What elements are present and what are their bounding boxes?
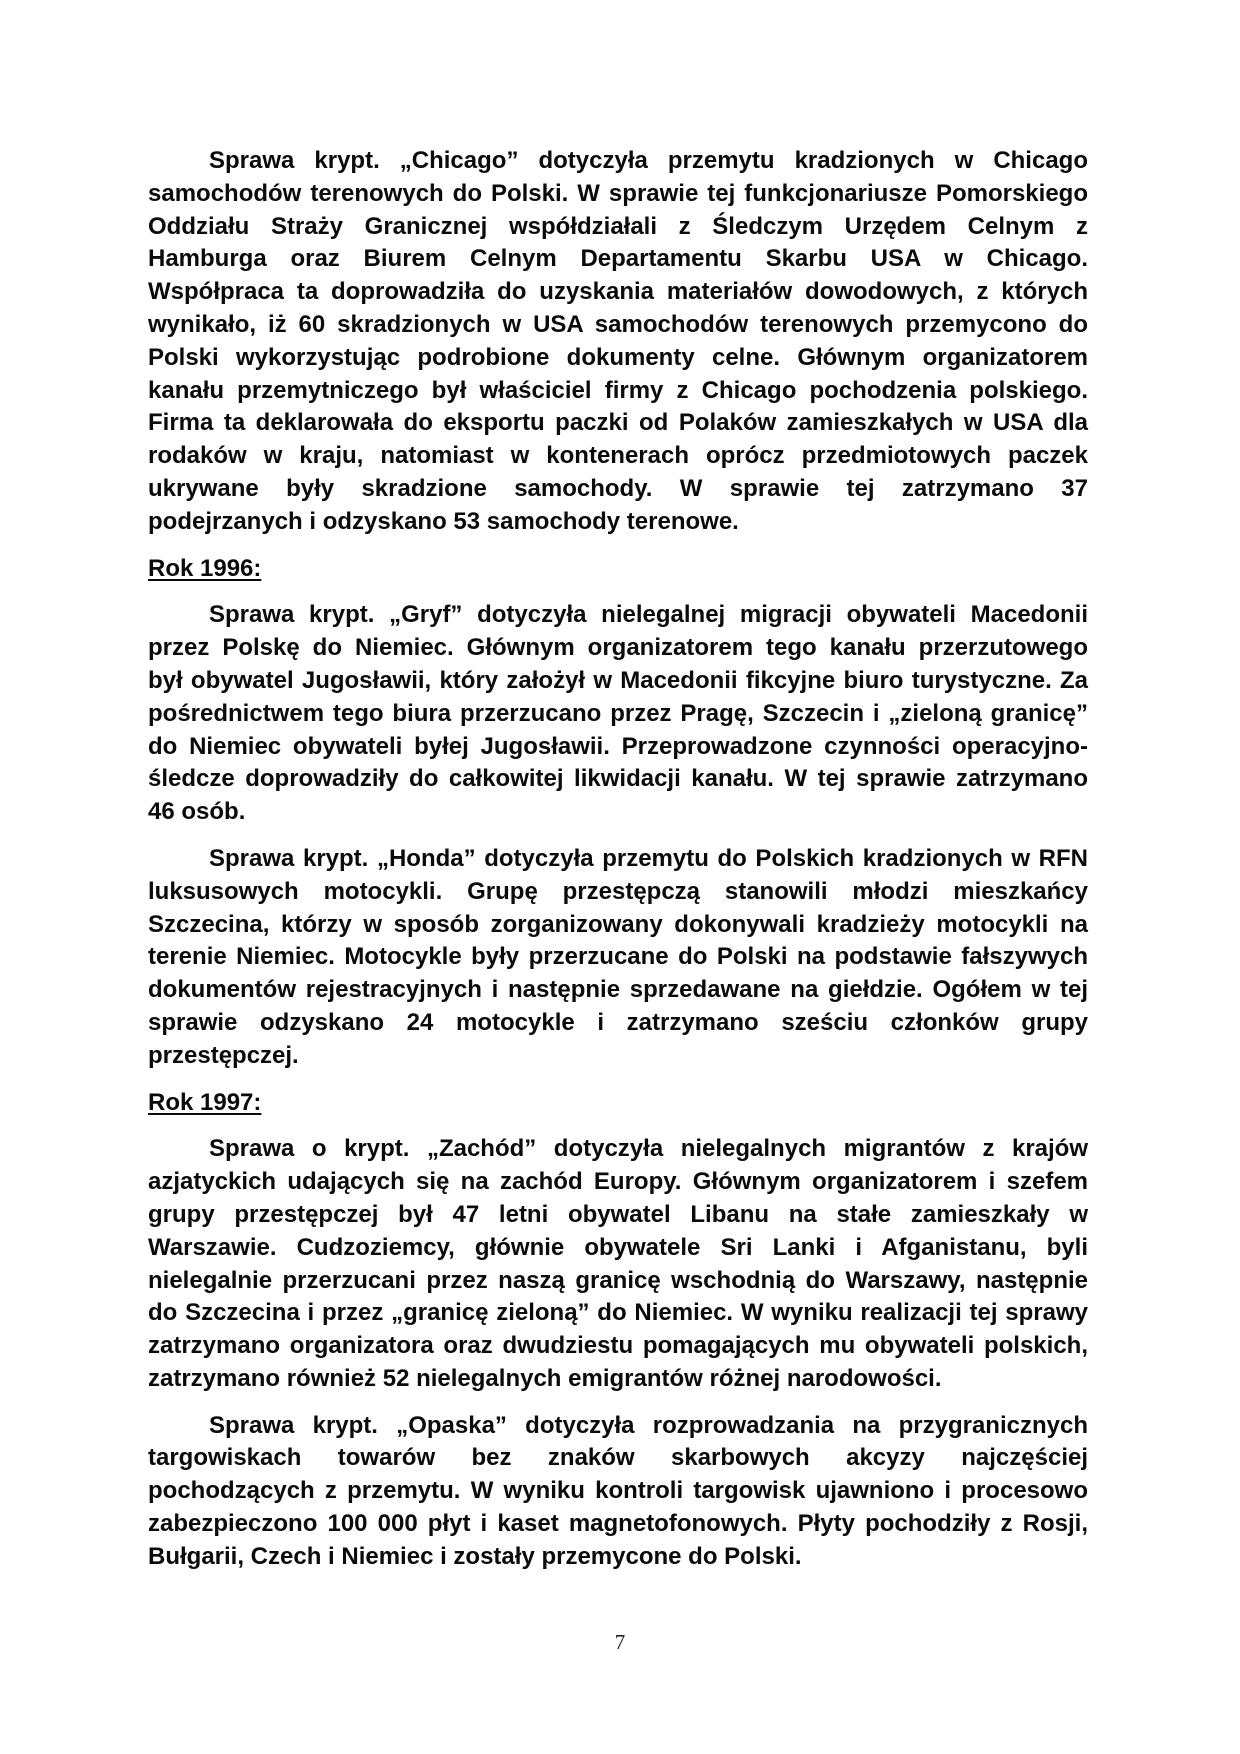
paragraph-honda-case [148, 843, 1088, 1073]
paragraph-line: Sprawa krypt. „Gryf” dotyczyła nielegalnej migracji obywateli Macedonii [209, 601, 1088, 629]
paragraph-line: targowiskach towarów bez znaków skarbowych akcyzy najczęściej [148, 1444, 1088, 1472]
paragraph-line: sprawie odzyskano 24 motocykle i zatrzymano sześciu członków grupy [148, 1008, 1088, 1036]
paragraph-line: Bułgarii, Czech i Niemiec i zostały przemycone do Polski. [148, 1542, 802, 1570]
paragraph-line: podejrzanych i odzyskano 53 samochody terenowe. [148, 507, 739, 535]
section-heading-text: Rok 1997: [148, 1088, 262, 1116]
paragraph-chicago-case [148, 145, 1088, 539]
paragraph-line: grupy przestępczej był 47 letni obywatel Libanu na stałe zamieszkały w [148, 1200, 1088, 1228]
paragraph-line: luksusowych motocykli. Grupę przestępczą stanowili młodzi mieszkańcy [148, 877, 1088, 905]
paragraph-line: azjatyckich udających się na zachód Europy. Głównym organizatorem i szefem [148, 1168, 1088, 1196]
paragraph-line: Sprawa krypt. „Opaska” dotyczyła rozprowadzania na przygranicznych [209, 1411, 1088, 1439]
paragraph-line: przez Polskę do Niemiec. Głównym organizatorem tego kanału przerzutowego [148, 634, 1088, 662]
paragraph-line: przestępczej. [148, 1041, 299, 1069]
paragraph-line: dokumentów rejestracyjnych i następnie sprzedawane na giełdzie. Ogółem w tej [148, 976, 1088, 1004]
paragraph-opaska-case [148, 1410, 1088, 1574]
paragraph-line: nielegalnie przerzucani przez naszą granicę wschodnią do Warszawy, następnie [148, 1266, 1088, 1294]
paragraph-line: Polski wykorzystując podrobione dokumenty celne. Głównym organizatorem [148, 343, 1088, 371]
paragraph-line: Hamburga oraz Biurem Celnym Departamentu Skarbu USA w Chicago. [148, 245, 1088, 273]
paragraph-line: 46 osób. [148, 798, 246, 826]
paragraph-line: kanału przemytniczego był właściciel firmy z Chicago pochodzenia polskiego. [148, 376, 1088, 404]
paragraph-zachod-case [148, 1133, 1088, 1395]
paragraph-line: Sprawa krypt. „Honda” dotyczyła przemytu do Polskich kradzionych w RFN [209, 844, 1088, 872]
paragraph-line: rodaków w kraju, natomiast w kontenerach oprócz przedmiotowych paczek [148, 442, 1088, 470]
page-number: 7 [614, 1630, 626, 1654]
section-heading-text: Rok 1996: [148, 554, 262, 582]
paragraph-line: ukrywane były skradzione samochody. W sprawie tej zatrzymano 37 [148, 474, 1088, 502]
paragraph-line: pochodzących z przemytu. W wyniku kontroli targowisk ujawniono i procesowo [148, 1477, 1088, 1505]
paragraph-line: śledcze doprowadziły do całkowitej likwidacji kanału. W tej sprawie zatrzymano [148, 765, 1088, 793]
paragraph-line: Sprawa o krypt. „Zachód” dotyczyła nielegalnych migrantów z krajów [209, 1135, 1088, 1163]
paragraph-line: zatrzymano organizatora oraz dwudziestu pomagających mu obywateli polskich, [148, 1332, 1088, 1360]
paragraph-line: Oddziału Straży Granicznej współdziałali z Śledczym Urzędem Celnym z [148, 212, 1088, 240]
paragraph-line: Współpraca ta doprowadziła do uzyskania materiałów dowodowych, z których [148, 278, 1088, 306]
paragraph-line: był obywatel Jugosławii, który założył w Macedonii fikcyjne biuro turystyczne. Za [148, 666, 1088, 694]
paragraph-line: zabezpieczono 100 000 płyt i kaset magnetofonowych. Płyty pochodziły z Rosji, [148, 1510, 1088, 1538]
document-body [148, 145, 1088, 1588]
paragraph-line: Warszawie. Cudzoziemcy, głównie obywatele Sri Lanki i Afganistanu, byli [148, 1233, 1088, 1261]
paragraph-line: Sprawa krypt. „Chicago” dotyczyła przemytu kradzionych w Chicago [209, 147, 1088, 174]
paragraph-line: wynikało, iż 60 skradzionych w USA samochodów terenowych przemycono do [148, 310, 1088, 338]
paragraph-line: zatrzymano również 52 nielegalnych emigrantów różnej narodowości. [148, 1364, 942, 1392]
paragraph-line: do Szczecina i przez „granicę zieloną” do Niemiec. W wyniku realizacji tej sprawy [148, 1299, 1088, 1327]
paragraph-line: pośrednictwem tego biura przerzucano przez Pragę, Szczecin i „zieloną granicę” [148, 699, 1088, 727]
paragraph-line: Szczecina, którzy w sposób zorganizowany dokonywali kradzieży motocykli na [148, 910, 1088, 938]
paragraph-line: Firma ta deklarowała do eksportu paczki od Polaków zamieszkałych w USA dla [148, 409, 1088, 437]
paragraph-line: do Niemiec obywateli byłej Jugosławii. Przeprowadzone czynności operacyjno- [148, 732, 1088, 760]
paragraph-line: terenie Niemiec. Motocykle były przerzucane do Polski na podstawie fałszywych [148, 943, 1088, 971]
paragraph-line: samochodów terenowych do Polski. W sprawie tej funkcjonariusze Pomorskiego [148, 179, 1088, 207]
section-heading-1997 [148, 1087, 1088, 1120]
section-heading-1996 [148, 553, 1088, 586]
paragraph-gryf-case [148, 599, 1088, 829]
